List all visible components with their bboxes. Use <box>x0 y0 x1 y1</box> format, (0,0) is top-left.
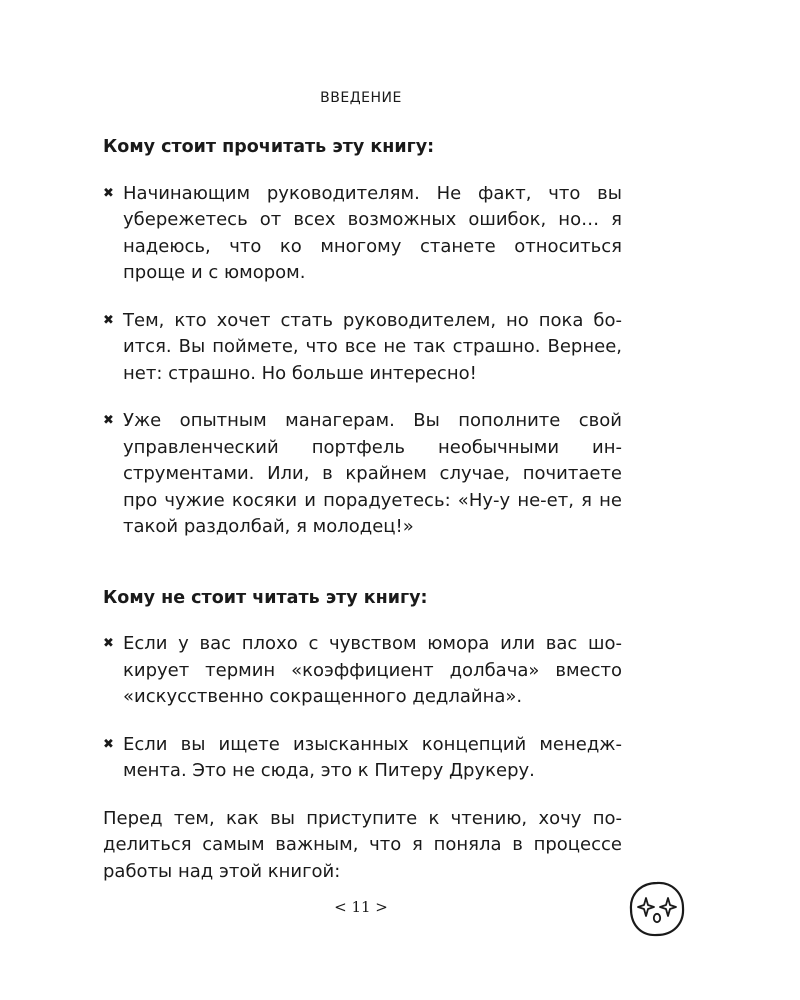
list-item <box>103 631 622 711</box>
running-header: ВВЕДЕНИЕ <box>320 90 402 106</box>
list-item-text: Если вы ищете изысканных концепций менеджмента. Это не сюда, это к Питеру Друкеру. <box>123 733 622 781</box>
list-item-text: Начинающим руководителям. Не факт, что вы убережетесь от всех возможных ошибок, но… я надеюсь, что ко многому станете относиться проще и с юмором. <box>123 182 622 283</box>
list-item-text: Уже опытным манагерам. Вы пополните свой управленческий портфель необычными инструментами. Или, в крайнем случае, почитаете про чужие косяки и порадуетесь: «Ну-у не-ет, я не такой раздолбай, я молодец!» <box>123 410 622 537</box>
cross-bullet-icon: ✖ <box>103 736 114 752</box>
page-body <box>103 130 622 885</box>
list-item-text: Тем, кто хочет стать руководителем, но пока боится. Вы поймете, что все не так страшно. Вернее, нет: страшно. Но больше интересно! <box>123 309 622 384</box>
list-item <box>103 181 622 287</box>
page-number: < 11 > <box>334 898 388 916</box>
heading-who-should-read: Кому стоит прочитать эту книгу: <box>103 137 435 157</box>
list-item <box>103 732 622 785</box>
list-item-text: Если у вас плохо с чувством юмора или вас шокирует термин «коэффициент долбача» вместо «искусственно сокращенного дедлайна». <box>123 633 622 707</box>
list-who-should-not-read <box>103 631 622 785</box>
closing-paragraph: Перед тем, как вы приступите к чтению, хочу поделиться самым важным, что я поняла в процессе работы над этой книгой: <box>103 807 622 882</box>
cross-bullet-icon: ✖ <box>103 636 114 651</box>
cross-bullet-icon: ✖ <box>103 312 114 328</box>
cross-bullet-icon: ✖ <box>103 413 114 428</box>
list-item <box>103 408 622 541</box>
heading-who-should-not-read: Кому не стоит читать эту книгу: <box>103 587 428 608</box>
face-emblem-icon <box>628 880 686 938</box>
list-item <box>103 308 622 388</box>
cross-bullet-icon: ✖ <box>103 185 114 201</box>
list-who-should-read <box>103 181 622 541</box>
